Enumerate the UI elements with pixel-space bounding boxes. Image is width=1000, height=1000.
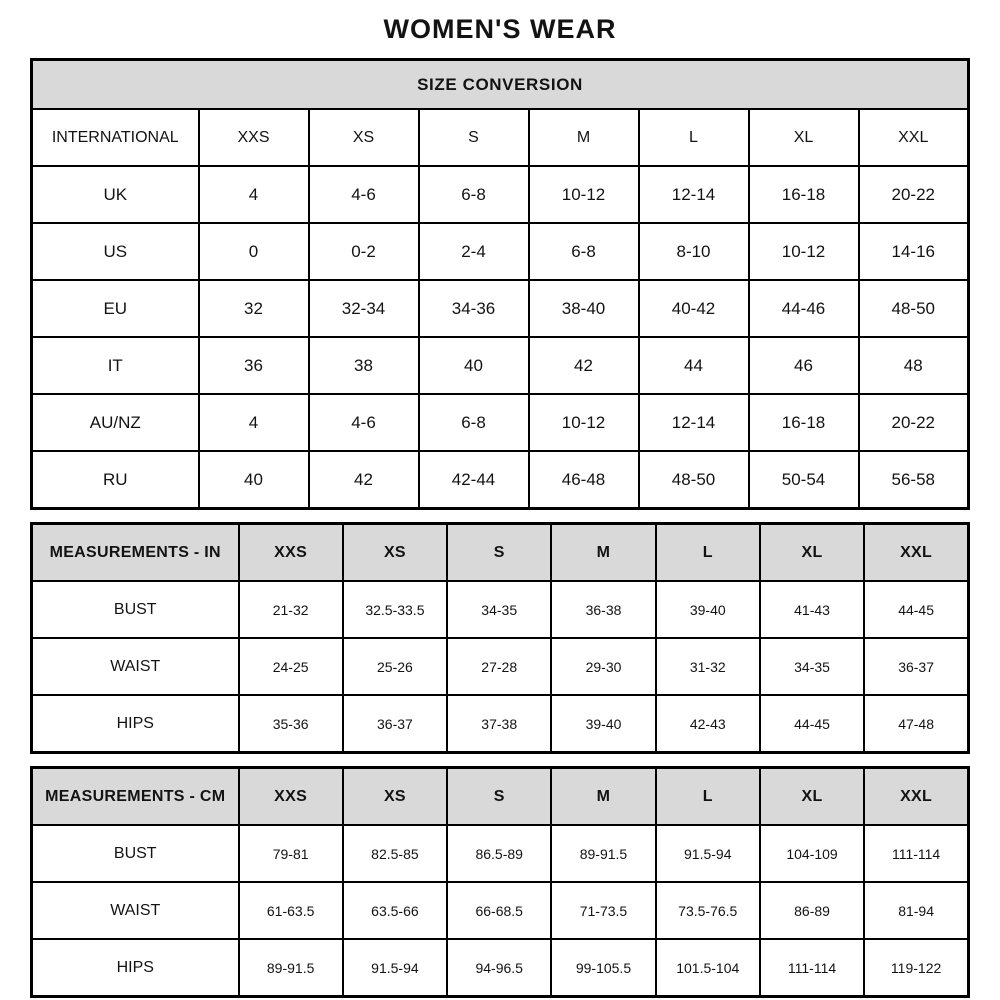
table-header-row <box>32 768 969 826</box>
row-label: WAIST <box>32 882 239 939</box>
column-header-xxs: XXS <box>199 109 309 166</box>
value-cell: 27-28 <box>447 638 551 695</box>
value-cell: 21-32 <box>239 581 343 638</box>
size-conversion-table-body <box>32 60 969 509</box>
value-cell: 6-8 <box>419 394 529 451</box>
table-header-label: INTERNATIONAL <box>32 109 199 166</box>
value-cell: 101.5-104 <box>656 939 760 997</box>
value-cell: 40 <box>419 337 529 394</box>
value-cell: 2-4 <box>419 223 529 280</box>
column-header-s: S <box>447 768 551 826</box>
value-cell: 39-40 <box>551 695 655 753</box>
value-cell: 10-12 <box>749 223 859 280</box>
row-label: RU <box>32 451 199 509</box>
value-cell: 41-43 <box>760 581 864 638</box>
size-conversion-table <box>30 58 970 510</box>
row-label: BUST <box>32 825 239 882</box>
value-cell: 47-48 <box>864 695 968 753</box>
column-header-s: S <box>419 109 529 166</box>
value-cell: 89-91.5 <box>239 939 343 997</box>
value-cell: 73.5-76.5 <box>656 882 760 939</box>
value-cell: 16-18 <box>749 394 859 451</box>
value-cell: 71-73.5 <box>551 882 655 939</box>
value-cell: 94-96.5 <box>447 939 551 997</box>
table-row <box>32 939 969 997</box>
column-header-xl: XL <box>760 768 864 826</box>
value-cell: 91.5-94 <box>656 825 760 882</box>
row-label: BUST <box>32 581 239 638</box>
measurements-in-table-body <box>32 524 969 753</box>
column-header-l: L <box>656 524 760 582</box>
value-cell: 48-50 <box>859 280 969 337</box>
value-cell: 0-2 <box>309 223 419 280</box>
value-cell: 8-10 <box>639 223 749 280</box>
value-cell: 34-36 <box>419 280 529 337</box>
value-cell: 4-6 <box>309 394 419 451</box>
value-cell: 44 <box>639 337 749 394</box>
row-label: UK <box>32 166 199 223</box>
row-label: HIPS <box>32 939 239 997</box>
value-cell: 10-12 <box>529 166 639 223</box>
value-cell: 46-48 <box>529 451 639 509</box>
value-cell: 34-35 <box>760 638 864 695</box>
value-cell: 86.5-89 <box>447 825 551 882</box>
row-label: AU/NZ <box>32 394 199 451</box>
table-row <box>32 280 969 337</box>
column-header-xxl: XXL <box>864 768 968 826</box>
value-cell: 16-18 <box>749 166 859 223</box>
column-header-xxs: XXS <box>239 524 343 582</box>
value-cell: 44-46 <box>749 280 859 337</box>
column-header-l: L <box>639 109 749 166</box>
column-header-m: M <box>551 524 655 582</box>
table-header-row <box>32 524 969 582</box>
value-cell: 79-81 <box>239 825 343 882</box>
value-cell: 12-14 <box>639 394 749 451</box>
page-title: WOMEN'S WEAR <box>383 14 617 44</box>
value-cell: 61-63.5 <box>239 882 343 939</box>
row-label: WAIST <box>32 638 239 695</box>
measurements-in-table <box>30 522 970 754</box>
value-cell: 66-68.5 <box>447 882 551 939</box>
value-cell: 56-58 <box>859 451 969 509</box>
value-cell: 42-44 <box>419 451 529 509</box>
measurements-cm-table-body <box>32 768 969 997</box>
table-row <box>32 638 969 695</box>
row-label: US <box>32 223 199 280</box>
value-cell: 20-22 <box>859 166 969 223</box>
value-cell: 35-36 <box>239 695 343 753</box>
value-cell: 111-114 <box>760 939 864 997</box>
value-cell: 44-45 <box>760 695 864 753</box>
value-cell: 12-14 <box>639 166 749 223</box>
value-cell: 38-40 <box>529 280 639 337</box>
value-cell: 14-16 <box>859 223 969 280</box>
value-cell: 63.5-66 <box>343 882 447 939</box>
column-header-l: L <box>656 768 760 826</box>
table-header-row <box>32 109 969 166</box>
value-cell: 111-114 <box>864 825 968 882</box>
value-cell: 119-122 <box>864 939 968 997</box>
value-cell: 39-40 <box>656 581 760 638</box>
table-row <box>32 825 969 882</box>
table-row <box>32 451 969 509</box>
value-cell: 36-37 <box>864 638 968 695</box>
value-cell: 32-34 <box>309 280 419 337</box>
table-row <box>32 166 969 223</box>
value-cell: 32.5-33.5 <box>343 581 447 638</box>
column-header-xl: XL <box>760 524 864 582</box>
value-cell: 44-45 <box>864 581 968 638</box>
column-header-xs: XS <box>343 524 447 582</box>
value-cell: 37-38 <box>447 695 551 753</box>
column-header-xxs: XXS <box>239 768 343 826</box>
value-cell: 82.5-85 <box>343 825 447 882</box>
value-cell: 48-50 <box>639 451 749 509</box>
column-header-xs: XS <box>343 768 447 826</box>
value-cell: 42 <box>529 337 639 394</box>
table-row <box>32 882 969 939</box>
value-cell: 31-32 <box>656 638 760 695</box>
value-cell: 42-43 <box>656 695 760 753</box>
value-cell: 36-38 <box>551 581 655 638</box>
value-cell: 24-25 <box>239 638 343 695</box>
measurements-cm-table <box>30 766 970 998</box>
table-row <box>32 394 969 451</box>
value-cell: 40-42 <box>639 280 749 337</box>
value-cell: 36-37 <box>343 695 447 753</box>
value-cell: 4-6 <box>309 166 419 223</box>
value-cell: 40 <box>199 451 309 509</box>
column-header-xxl: XXL <box>864 524 968 582</box>
value-cell: 10-12 <box>529 394 639 451</box>
column-header-xxl: XXL <box>859 109 969 166</box>
value-cell: 34-35 <box>447 581 551 638</box>
value-cell: 86-89 <box>760 882 864 939</box>
value-cell: 50-54 <box>749 451 859 509</box>
table-row <box>32 223 969 280</box>
value-cell: 48 <box>859 337 969 394</box>
value-cell: 91.5-94 <box>343 939 447 997</box>
table-row <box>32 695 969 753</box>
value-cell: 99-105.5 <box>551 939 655 997</box>
table-header-label: MEASUREMENTS - CM <box>32 768 239 826</box>
value-cell: 38 <box>309 337 419 394</box>
column-header-xs: XS <box>309 109 419 166</box>
value-cell: 89-91.5 <box>551 825 655 882</box>
row-label: EU <box>32 280 199 337</box>
value-cell: 6-8 <box>529 223 639 280</box>
value-cell: 81-94 <box>864 882 968 939</box>
row-label: IT <box>32 337 199 394</box>
value-cell: 32 <box>199 280 309 337</box>
value-cell: 6-8 <box>419 166 529 223</box>
table-row <box>32 337 969 394</box>
table-row <box>32 581 969 638</box>
value-cell: 4 <box>199 166 309 223</box>
value-cell: 104-109 <box>760 825 864 882</box>
value-cell: 42 <box>309 451 419 509</box>
column-header-xl: XL <box>749 109 859 166</box>
value-cell: 25-26 <box>343 638 447 695</box>
column-header-m: M <box>529 109 639 166</box>
size-conversion-title: SIZE CONVERSION <box>32 60 969 110</box>
value-cell: 29-30 <box>551 638 655 695</box>
column-header-s: S <box>447 524 551 582</box>
row-label: HIPS <box>32 695 239 753</box>
value-cell: 46 <box>749 337 859 394</box>
value-cell: 0 <box>199 223 309 280</box>
value-cell: 36 <box>199 337 309 394</box>
table-title-row <box>32 60 969 110</box>
table-header-label: MEASUREMENTS - IN <box>32 524 239 582</box>
value-cell: 20-22 <box>859 394 969 451</box>
value-cell: 4 <box>199 394 309 451</box>
column-header-m: M <box>551 768 655 826</box>
